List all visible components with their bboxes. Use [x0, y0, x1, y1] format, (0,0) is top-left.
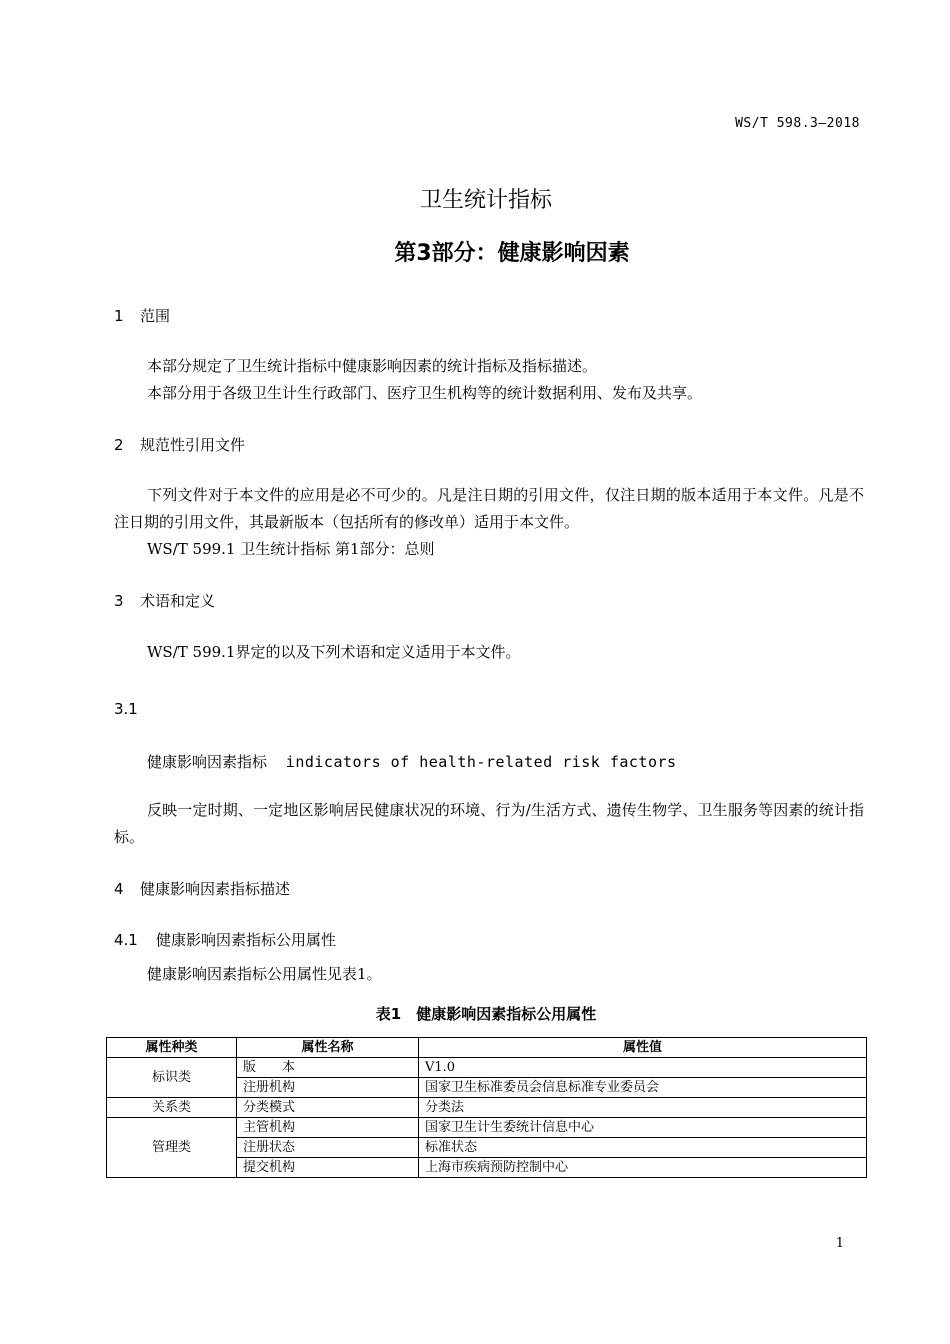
term-chinese: 健康影响因素指标	[147, 753, 268, 771]
term-english: indicators of health-related risk factors	[285, 753, 677, 771]
section-1-paragraph-2: 本部分用于各级卫生计生行政部门、医疗卫生机构等的统计数据利用、发布及共享。	[147, 384, 703, 402]
section-1-heading	[114, 305, 170, 326]
page-number: 1	[835, 1236, 844, 1251]
term-number: 3.1	[114, 700, 138, 718]
section-3-paragraph: WS/T 599.1界定的以及下列术语和定义适用于本文件。	[147, 643, 521, 661]
attribute-name-cell: 分类模式	[237, 1098, 419, 1118]
standard-number: WS/T 598.3—2018	[735, 116, 860, 131]
attribute-table	[106, 1037, 867, 1178]
section-number: 4.1	[114, 931, 138, 949]
attribute-value-cell: V1.0	[419, 1058, 867, 1078]
header-cell: 属性值	[419, 1038, 867, 1058]
document-title: 卫生统计指标	[419, 188, 552, 213]
section-number: 1	[114, 307, 124, 325]
section-title: 健康影响因素指标描述	[140, 880, 291, 898]
table-row	[107, 1058, 867, 1078]
category-cell: 管理类	[107, 1118, 237, 1178]
attribute-value-cell: 标准状态	[419, 1138, 867, 1158]
attribute-name-cell: 主管机构	[237, 1118, 419, 1138]
header-cell: 属性名称	[237, 1038, 419, 1058]
section-number: 2	[114, 436, 124, 454]
section-4-1-paragraph: 健康影响因素指标公用属性见表1。	[147, 965, 382, 983]
table-caption: 表1 健康影响因素指标公用属性	[375, 1005, 597, 1023]
term-entry	[147, 751, 677, 772]
section-title: 范围	[140, 307, 171, 325]
attribute-name-cell: 注册状态	[237, 1138, 419, 1158]
section-title: 规范性引用文件	[140, 436, 246, 454]
section-4-1-heading	[114, 929, 336, 950]
section-4-heading	[114, 878, 290, 899]
document-subtitle: 第3部分：健康影响因素	[394, 241, 630, 266]
normative-reference: WS/T 599.1 卫生统计指标 第1部分：总则	[147, 540, 435, 558]
section-title: 术语和定义	[140, 592, 216, 610]
table-header-row	[107, 1038, 867, 1058]
category-cell: 关系类	[107, 1098, 237, 1118]
section-2-paragraph: 下列文件对于本文件的应用是必不可少的。凡是注日期的引用文件，仅注日期的版本适用于本文件。凡是不注日期的引用文件，其最新版本（包括所有的修改单）适用于本文件。	[114, 486, 864, 531]
table-row	[107, 1118, 867, 1138]
attribute-value-cell: 分类法	[419, 1098, 867, 1118]
category-cell: 标识类	[107, 1058, 237, 1098]
attribute-value-cell: 上海市疾病预防控制中心	[419, 1158, 867, 1178]
attribute-name-cell: 注册机构	[237, 1078, 419, 1098]
attribute-name-cell: 版 本	[237, 1058, 419, 1078]
term-definition: 反映一定时期、一定地区影响居民健康状况的环境、行为/生活方式、遗传生物学、卫生服务等因素的统计指标。	[114, 801, 864, 846]
attribute-value-cell: 国家卫生计生委统计信息中心	[419, 1118, 867, 1138]
section-1-paragraph-1: 本部分规定了卫生统计指标中健康影响因素的统计指标及指标描述。	[147, 357, 598, 375]
section-2-heading	[114, 434, 245, 455]
header-cell: 属性种类	[107, 1038, 237, 1058]
attribute-name-cell: 提交机构	[237, 1158, 419, 1178]
attribute-value-cell: 国家卫生标准委员会信息标准专业委员会	[419, 1078, 867, 1098]
section-number: 4	[114, 880, 124, 898]
section-title: 健康影响因素指标公用属性	[156, 931, 337, 949]
section-number: 3	[114, 592, 124, 610]
section-3-heading	[114, 590, 215, 611]
table-row	[107, 1098, 867, 1118]
